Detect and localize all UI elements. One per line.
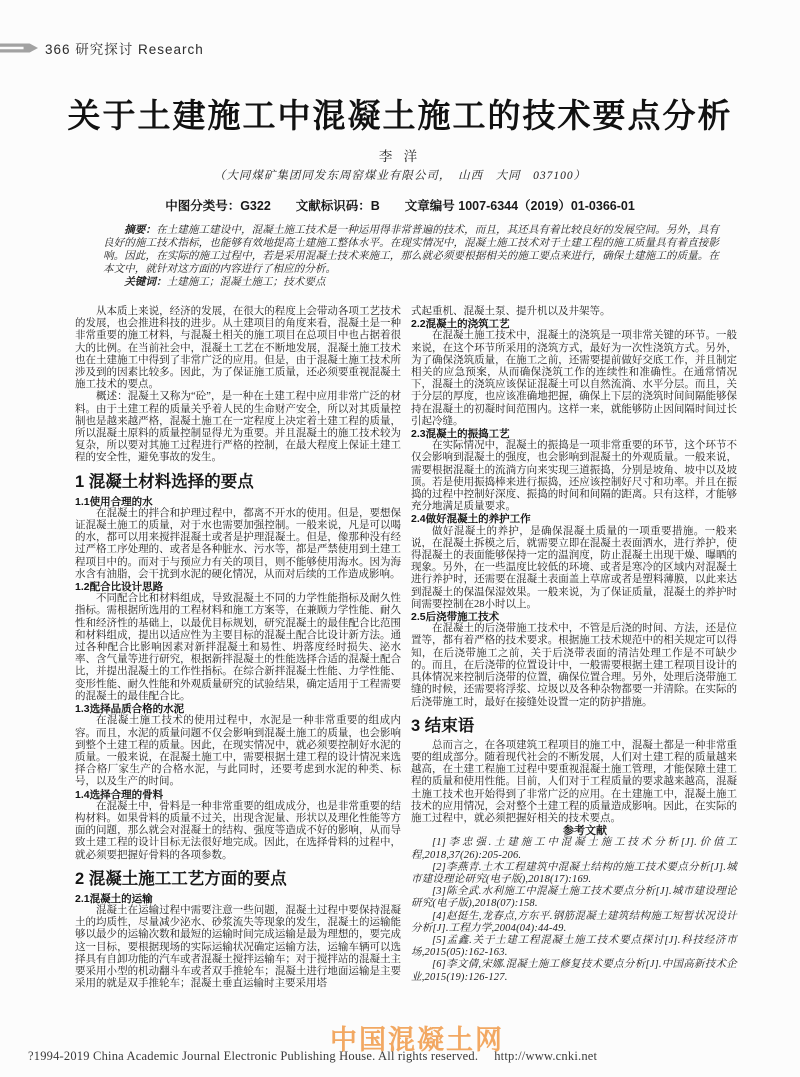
- keywords-label: 关键词：: [124, 277, 167, 288]
- abstract-block: [103, 224, 719, 289]
- section-heading-2: 2 混凝土施工工艺方面的要点: [75, 869, 287, 888]
- body-paragraph-continuation: 式起重机、混凝土泵、提升机以及井架等。: [411, 306, 611, 317]
- abstract-paragraph: [103, 224, 719, 276]
- left-column: [75, 306, 401, 990]
- article-meta: 中图分类号：G322 文献标识码：B 文章编号 1007-6344（2019）01-0366-01: [165, 199, 635, 213]
- reference-item: [1]李忠强.土建施工中混凝土施工技术分析[J].价值工程,2018,37(26):205-206.: [411, 837, 737, 861]
- subsection-heading-1-2: 1.2配合比设计思路: [75, 581, 164, 594]
- body-paragraph: 总而言之，在各项建筑工程项目的施工中，混凝土都是一种非常重要的组成部分。随着现代社会的不断发展，人们对土建工程的质量越来越高，在土建工程施工过程中要重视混凝土施工管理，才能保障土建工程的质量和使用性能。目前，人们对于工程质量的要求越来越高，混凝土施工技术也开始得到了非常广泛的应用。在土建施工中，混凝土施工技术的应用情况，会对整个土建工程的质量造成影响。因此，在实际的施工过程中，就必须把握好相关的技术要点。: [411, 739, 737, 824]
- body-paragraph: 在混凝土施工技术的使用过程中，水泥是一种非常重要的组成内容。而且，水泥的质量问题不仅会影响到混凝土施工的质量，也会影响到整个土建工程的质量。因此，在现实情况中，就必须要控制好水泥的质量。一般来说，在混凝土施工中，需要根据土建工程的设计情况来选择合格厂家生产的合格水泥，与此同时，还要考虑到水泥的种类、标号，以及生产的时间。: [75, 715, 401, 788]
- references-heading: 参考文献: [563, 825, 607, 838]
- body-paragraph: 在混凝土的拌合和护理过程中，都离不开水的使用。但是，要想保证混凝土施工的质量，对于水也需要加强控制。一般来说，凡是可以喝的水，都可以用来搅拌混凝土或者是护理混凝土。但是，像那种没有经过严格工序处理的、或者是各种脏水、污水等，都是严禁使用到土建工程项目中的。而对于与预应力有关的项目，则不能够使用海水。因为海水含有油脂，会干扰到水泥的硬化情况，从而对后续的工作造成影响。: [75, 507, 401, 580]
- subsection-heading-2-4: 2.4做好混凝土的养护工作: [411, 513, 531, 526]
- reference-item: [3]陈全武.水利施工中混凝土施工技术要点分析[J].城市建设理论研究(电子版),2018(07):158.: [411, 886, 737, 910]
- abstract-label: 摘要：: [124, 225, 157, 236]
- right-column: [411, 306, 737, 990]
- subsection-heading-2-2: 2.2混凝土的浇筑工艺: [411, 318, 510, 331]
- subsection-heading-2-3: 2.3混凝土的振捣工艺: [411, 428, 510, 441]
- body-paragraph: 在混凝土施工技术中，混凝土的浇筑是一项非常关键的环节。一般来说，在这个环节所采用的浇筑方式，最好为一次性浇筑方式。另外，为了确保浇筑质量，在施工之前，还需要提前做好交底工作，并且制定相关的应急预案，从而确保浇筑工作的连续性和准确性。在通常情况下，混凝土的浇筑应该保证混凝土可以自然流淌、水平分层。而且，关于分层的厚度，也应该准确地把握，确保上下层的浇筑时间间隔能够保持在混凝土的初凝时间范围内。这样一来，就能够防止因间隔时间过长引起冷缝。: [411, 330, 737, 427]
- body-paragraph: 在混凝土的后浇带施工技术中，不管是后浇的时间、方法，还是位置等，都有着严格的技术要求。根据施工技术规范中的相关规定可以得知，在后浇带施工之前，关于后浇带表面的清洁处理工作是不可缺少的。而且，在后浇带的位置设计中，一般需要根据土建工程项目设计的具体情况来控制后浇带的位置，确保位置合理。另外，处理后浇带施工缝的时候，还需要将浮浆、垃圾以及各种杂物都要一并清除。在实际的后浇带施工时，最好在接缝处设置一定的防护措施。: [411, 623, 737, 708]
- body-paragraph: 做好混凝土的养护，是确保混凝土质量的一项重要措施。一般来说，在混凝土拆模之后，就需要立即在混凝土表面洒水，进行养护，使得混凝土的表面能够保持一定的温润度，防止混凝土出现干燥、曝晒的现象。另外，在一些温度比较低的环境、或者是寒冷的区域内对混凝土进行养护时，还需要在混凝土表面盖上草席或者是塑料薄膜，以此来达到混凝土的保温保湿效果。一般来说，为了保证质量，混凝土的养护时间需要控制在28小时以上。: [411, 525, 737, 610]
- watermark: 中国混凝土网: [330, 1025, 504, 1055]
- body-paragraph: 概述：混凝土又称为“砼”，是一种在土建工程中应用非常广泛的材料。由于土建工程的质量关乎着人民的生命财产安全，所以对其质量控制也是越来越严格，混凝土施工在一定程度上决定着土建工程的质量，所以混凝土原料的质量控制显得尤为重要。并且混凝土的施工技术较为复杂，所以要对其施工过程进行严格的控制，在最大程度上保证土建工程的安全性，避免事故的发生。: [75, 391, 401, 464]
- arrow-right-icon: [0, 42, 38, 55]
- body-paragraph: 在实际情况中，混凝土的振捣是一项非常重要的环节，这个环节不仅会影响到混凝土的强度，也会影响到混凝土的外观质量。一般来说，需要根据混凝土的流淌方向来实现三道振捣，分别是坡角、坡中以及坡顶。若是使用振捣棒来进行振捣，还应该控制好尺寸和功率。并且在振捣的过程中控制好深度、振捣的时间和间隔的距离。只有这样，才能够充分地满足质量要求。: [411, 440, 737, 513]
- reference-item: [4]赵挺生,龙春点,方东平.钢筋混凝土建筑结构施工短暂状况设计分析[J].工程力学,2004(04):44-49.: [411, 910, 737, 934]
- affiliation: （大同煤矿集团同发东周窑煤业有限公司， 山西 大同 037100）: [213, 170, 587, 182]
- subsection-heading-2-1: 2.1混凝土的运输: [75, 892, 153, 905]
- keywords-text: 土建施工；混凝土施工；技术要点: [166, 277, 326, 288]
- page-title: 关于土建施工中混凝土施工的技术要点分析: [67, 99, 733, 135]
- body-paragraph: 不同配合比和材料组成，导致混凝土不同的力学性能指标及耐久性指标。需根据所选用的工程材料和施工方案等，在兼顾力学性能、耐久性和经济性的基础上，以最优目标规划，研究混凝土的最佳配合比范围和材料组成，提出以适应性为主要目标的混凝土配合比设计新方法。通过各种配合比影响因素对新拌混凝土和易性、坍落度经时损失、泌水率、含气量等进行研究，根据新拌混凝土的性能选择合适的混凝土配合比，并提出混凝土的工作性指标。在综合新拌混凝土性能、力学性能、变形性能、耐久性能和外观质量研究的试验结果，确定适用于工程需要的混凝土的最佳配合比。: [75, 593, 401, 702]
- author-name: 李 洋: [378, 149, 422, 164]
- subsection-heading-2-5: 2.5后浇带施工技术: [411, 611, 500, 624]
- copyright-line: ?1994-2019 China Academic Journal Electronic Publishing House. All rights reserved. http://www.cnki.net: [28, 1049, 598, 1063]
- title-block: [0, 96, 800, 214]
- header-section-label: 366 研究探讨 Research: [45, 42, 204, 57]
- body-paragraph: 混凝土在运输过程中需要注意一些问题，混凝土过程中要保持混凝土的均质性，尽量减少泌水、砂浆流失等现象的发生，混凝土的运输能够以最少的运输次数和最短的运输时间完成运输是最为理想的，要完成这一目标，要根据现场的实际运输状况确定运输方法，运输车辆可以选择具有自卸功能的汽车或者混凝土搅拌运输车；对于搅拌站的混凝土主要采用小型的机动翻斗车或者双手推轮车；混凝土进行地面运输是主要采用的就是双手推轮车；混凝土垂直运输时主要采用塔: [75, 904, 401, 990]
- subsection-heading-1-4: 1.4选择合理的骨料: [75, 788, 164, 801]
- reference-item: [5]孟鑫.关于土建工程混凝土施工技术要点探讨[J].科技经济市场,2015(05):162-163.: [411, 934, 737, 959]
- section-heading-3: 3 结束语: [411, 716, 475, 735]
- section-heading-1: 1 混凝土材料选择的要点: [75, 472, 254, 491]
- body-paragraph: 在混凝土中，骨料是一种非常重要的组成成分，也是非常重要的结构材料。如果骨料的质量不过关，出现含泥量、形状以及理化性能等方面的问题，那么就会对混凝土的结构、强度等造成不好的影响，从而导致土建工程的设计目标无法很好地完成。因此，在选择骨料的过程中，就必须要把握好骨料的各项参数。: [75, 800, 401, 861]
- body-paragraph: 从本质上来说，经济的发展，在很大的程度上会带动各项工艺技术的发展，也会推进科技的进步。从土建项目的角度来看，混凝土是一种非常重要的施工材料，与混凝土相关的施工项目在总项目中也占据着很大的比例。在当前社会中，混凝土工艺在不断地发展，混凝土施工技术也在土建施工中得到了非常广泛的应用。但是，由于混凝土施工技术所涉及到的因素比较多。因此，为了保证施工质量，还必须要重视混凝土施工技术的要点。: [75, 306, 401, 391]
- keywords-line: [103, 276, 719, 289]
- body-columns: [75, 306, 737, 990]
- subsection-heading-1-3: 1.3选择品质合格的水泥: [75, 703, 185, 716]
- abstract-text: 在土建施工建设中，混凝土施工技术是一种运用得非常普遍的技术，而且，其还具有着比较良好的发展空间。另外，具有良好的施工技术指标，也能够有效地提高土建施工整体水平。在现实情况中，混凝土施工技术对于土建工程的施工质量具有着直接影响。因此，在实际的施工过程中，若是采用混凝土技术来施工，那么就必须要根据相关的施工要点来进行，确保土建施工的质量。在本文中，就针对这方面的内容进行了相应的分析。: [103, 225, 720, 275]
- reference-item: [6]李文倩,宋娜.混凝土施工修复技术要点分析[J].中国高新技术企业,2015(19):126-127.: [411, 959, 737, 983]
- reference-item: [2]李燕青.土木工程建筑中混凝土结构的施工技术要点分析[J].城市建设理论研究(电子版),2018(17):169.: [411, 861, 737, 885]
- subsection-heading-1-1: 1.1使用合理的水: [75, 495, 153, 508]
- header-band: [0, 38, 204, 58]
